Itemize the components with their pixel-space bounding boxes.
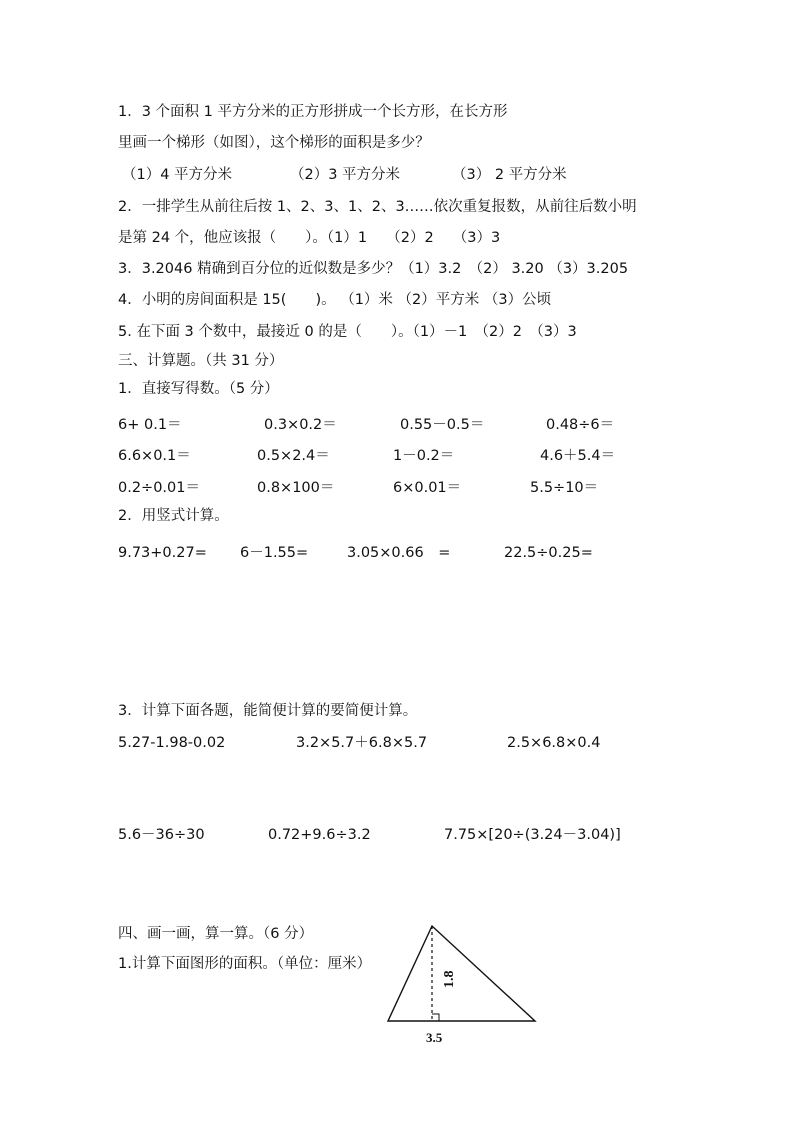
q1-line2: 里画一个梯形（如图），这个梯形的面积是多少？ xyxy=(118,135,430,151)
section4-part1-title: 1.计算下面图形的面积。（单位：厘米） xyxy=(118,956,372,972)
oral-calc-item: 5.5÷10＝ xyxy=(530,480,599,496)
oral-calc-item: 6+ 0.1＝ xyxy=(118,417,182,433)
oral-calc-item: 0.3×0.2＝ xyxy=(264,417,337,433)
vertical-calc-item: 3.05×0.66 = xyxy=(347,545,451,561)
oral-calc-item: 0.55－0.5＝ xyxy=(400,417,485,433)
oral-calc-item: 4.6＋5.4＝ xyxy=(540,448,616,464)
triangle-outline xyxy=(388,926,535,1021)
oral-calc-item: 6×0.01＝ xyxy=(393,480,462,496)
base-label: 3.5 xyxy=(426,1030,443,1045)
q1-option-1: （1）4 平方分米 xyxy=(122,167,233,183)
q2-line2: 是第 24 个，他应该报（ ）。（1）1 （2）2 （3）3 xyxy=(118,230,501,246)
section4-title: 四、画一画，算一算。（6 分） xyxy=(118,926,314,942)
vertical-calc-item: 22.5÷0.25= xyxy=(504,545,593,561)
triangle-diagram xyxy=(380,918,550,1058)
right-angle-mark xyxy=(432,1014,439,1021)
height-label: 1.8 xyxy=(442,970,457,988)
simplify-calc-item: 7.75×[20÷(3.24－3.04)] xyxy=(444,827,621,843)
oral-calc-item: 0.5×2.4＝ xyxy=(257,448,330,464)
q2-line1: 2．一排学生从前往后按 1、2、3、1、2、3……依次重复报数，从前往后数小明 xyxy=(118,199,637,215)
q4-text: 4．小明的房间面积是 15( )。 （1）米 （2）平方米 （3）公顷 xyxy=(118,292,552,308)
vertical-calc-item: 6－1.55= xyxy=(240,545,309,561)
oral-calc-item: 1－0.2＝ xyxy=(393,448,455,464)
q3-text: 3．3.2046 精确到百分位的近似数是多少？（1）3.2 （2） 3.20 （3）3.205 xyxy=(118,261,629,277)
simplify-calc-item: 3.2×5.7＋6.8×5.7 xyxy=(296,735,428,751)
oral-calc-item: 0.2÷0.01＝ xyxy=(118,480,200,496)
section3-part2-title: 2．用竖式计算。 xyxy=(118,508,229,524)
section3-part3-title: 3．计算下面各题，能简便计算的要简便计算。 xyxy=(118,703,418,719)
triangle-figure xyxy=(380,918,550,1058)
simplify-calc-item: 5.6－36÷30 xyxy=(118,827,205,843)
q1-line1: 1．3 个面积 1 平方分米的正方形拼成一个长方形，在长方形 xyxy=(118,104,508,120)
oral-calc-item: 0.8×100＝ xyxy=(257,480,335,496)
oral-calc-item: 6.6×0.1＝ xyxy=(118,448,191,464)
simplify-calc-item: 5.27-1.98-0.02 xyxy=(118,735,226,751)
simplify-calc-item: 2.5×6.8×0.4 xyxy=(507,735,601,751)
section3-title: 三、计算题。（共 31 分） xyxy=(118,353,284,369)
section3-part1-title: 1．直接写得数。（5 分） xyxy=(118,381,279,397)
oral-calc-item: 0.48÷6＝ xyxy=(546,417,615,433)
q1-option-3: （3） 2 平方分米 xyxy=(452,167,567,183)
simplify-calc-item: 0.72+9.6÷3.2 xyxy=(268,827,371,843)
vertical-calc-item: 9.73+0.27= xyxy=(118,545,207,561)
q1-option-2: （2）3 平方分米 xyxy=(290,167,401,183)
q5-text: 5. 在下面 3 个数中，最接近 0 的是（ ）。（1）－1 （2）2 （3）3 xyxy=(118,324,577,340)
